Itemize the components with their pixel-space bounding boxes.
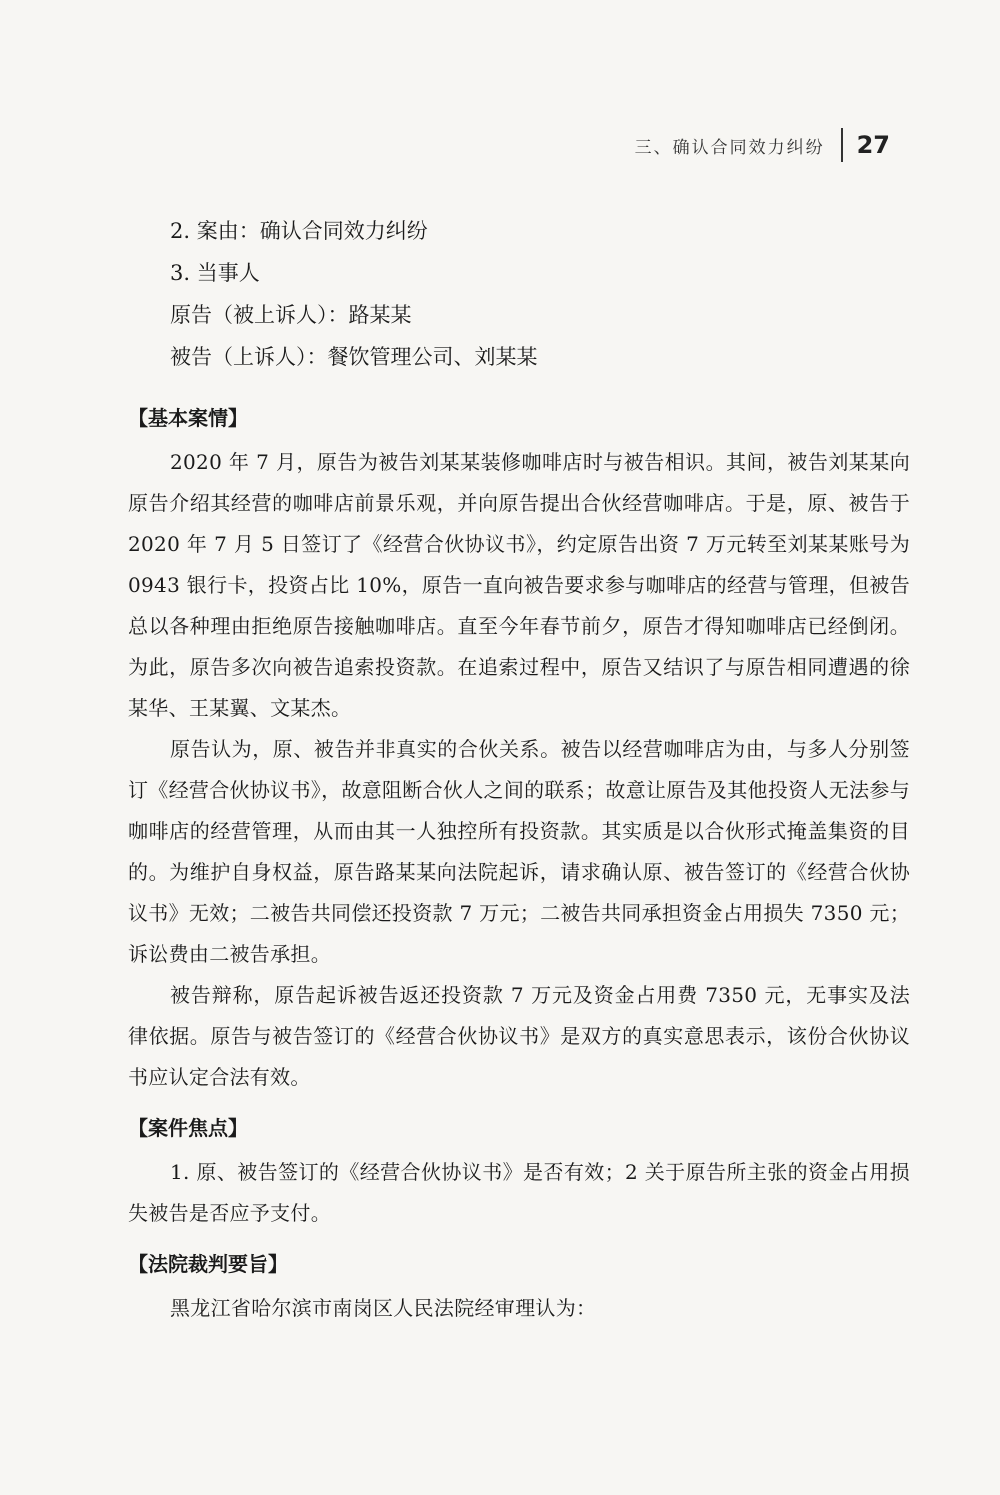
ruling-paragraph: 黑龙江省哈尔滨市南岗区人民法院经审理认为：	[170, 1296, 597, 1320]
basic-facts-paragraph-1: 2020 年 7 月，原告为被告刘某某装修咖啡店时与被告相识。其间，被告刘某某向原告介绍其经营的咖啡店前景乐观，并向原告提出合伙经营咖啡店。于是，原、被告于 2020 年 7 月 5 日签订了《经营合伙协议书》，约定原告出资 7 万元转至刘某某账号为 0943 银行卡，投资占比 10%，原告一直向被告要求参与咖啡店的经营与管理，但被告总以各种理由拒绝原告接触咖啡店。直至今年春节前夕，原告才得知咖啡店已经倒闭。为此，原告多次向被告追索投资款。在追索过程中，原告又结识了与原告相同遭遇的徐某华、王某翼、文某杰。	[128, 450, 910, 720]
case-focus-paragraph: 1. 原、被告签订的《经营合伙协议书》是否有效；2 关于原告所主张的资金占用损失被告是否应予支付。	[128, 1160, 910, 1225]
running-title: 三、确认合同效力纠纷	[634, 137, 825, 158]
basic-facts-paragraph-3: 被告辩称，原告起诉被告返还投资款 7 万元及资金占用费 7350 元，无事实及法律依据。原告与被告签订的《经营合伙协议书》是双方的真实意思表示，该份合伙协议书应认定合法有效。	[128, 983, 910, 1089]
page-number: 27	[856, 131, 890, 159]
parties-label: 3. 当事人	[170, 261, 260, 285]
header-divider	[841, 128, 843, 162]
ruling-heading: 【法院裁判要旨】	[128, 1252, 288, 1276]
plaintiff-line: 原告（被上诉人）：路某某	[170, 303, 412, 327]
case-cause: 2. 案由：确认合同效力纠纷	[170, 219, 428, 243]
running-header	[635, 128, 890, 162]
case-focus-heading: 【案件焦点】	[128, 1116, 248, 1140]
basic-facts-heading: 【基本案情】	[128, 406, 248, 430]
basic-facts-paragraph-2: 原告认为，原、被告并非真实的合伙关系。被告以经营咖啡店为由，与多人分别签订《经营合伙协议书》，故意阻断合伙人之间的联系；故意让原告及其他投资人无法参与咖啡店的经营管理，从而由其一人独控所有投资款。其实质是以合伙形式掩盖集资的目的。为维护自身权益，原告路某某向法院起诉，请求确认原、被告签订的《经营合伙协议书》无效；二被告共同偿还投资款 7 万元；二被告共同承担资金占用损失 7350 元；诉讼费由二被告承担。	[128, 737, 910, 966]
spacer	[128, 378, 910, 388]
page-body	[128, 210, 910, 1329]
defendant-line: 被告（上诉人）：餐饮管理公司、刘某某	[170, 345, 538, 369]
